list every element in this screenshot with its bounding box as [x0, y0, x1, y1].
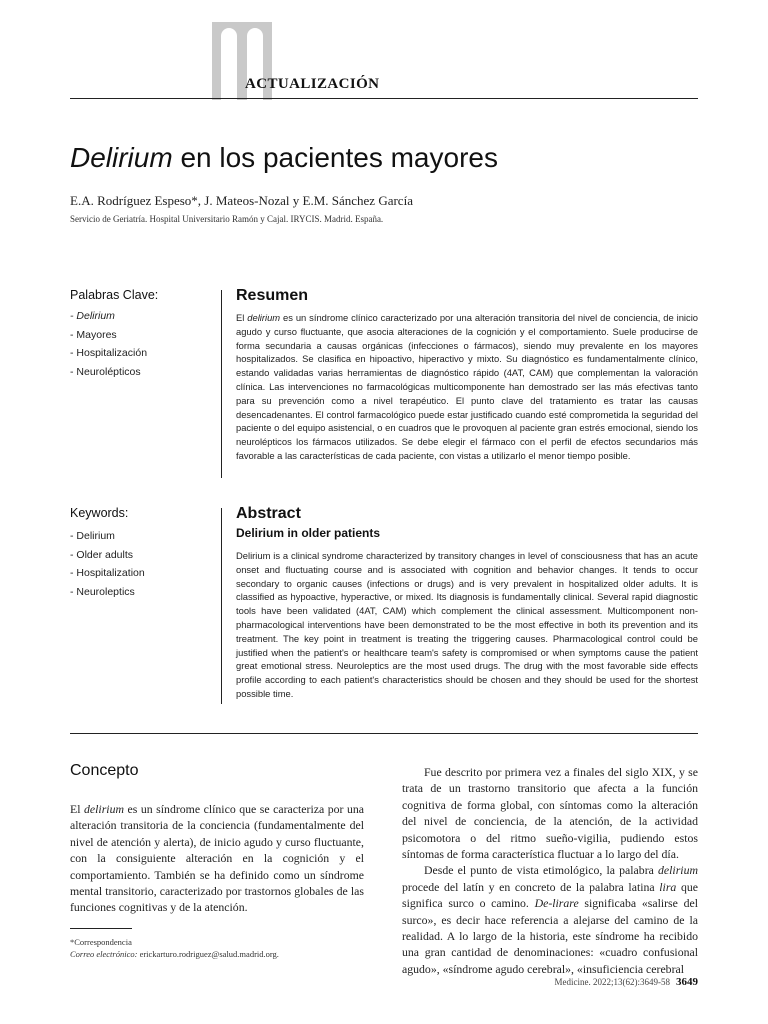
page-footer	[555, 976, 698, 988]
logo-arch	[221, 28, 237, 100]
citation: Medicine. 2022;13(62):3649-58	[554, 977, 670, 987]
list-item: - Hospitalización	[70, 347, 148, 359]
resumen-heading: Resumen	[236, 287, 309, 304]
right-column-body	[402, 764, 698, 977]
text: El	[70, 802, 85, 816]
resumen-body: es un síndrome clínico caracterizado por una alteración transitoria del nivel de conciencia, de inicio agudo y curso fluctuante, que asocia alteraciones de la cognición y el comportamiento. Suele producirse de forma secundaria a causas orgánicas (infecciones o fármacos), siendo muy prevalente en los mayores hospitalizados. Se clasifica en hipoactivo, hiperactivo y mixto. Su diagnóstico es fundamentalmente clínico, estando validadas varias herramientas de diagnóstico rápido (4AT, CAM) que complementan la valoración clínica. Las intervenciones no farmacológicas multicomponente han demostrado ser las más efectivas tanto para su prevención como a nivel terapéutico. El punto clave del tratamiento es tratar las causas desencadenantes. El control farmacológico puede estar justificado cuando esté comprometida la seguridad del paciente o del equipo asistencial, o en cuadros que le provoquen al paciente gran estrés emocional, siendo los neurolépticos los fármacos utilizados. Se debe elegir el fármaco con el perfil de efectos secundarios más favorable a las características de cada paciente, con vistas a utilizarlo el menor tiempo posible.	[236, 312, 698, 461]
paragraph	[70, 801, 364, 916]
paragraph	[402, 862, 698, 977]
keywords-list	[70, 527, 145, 601]
page-number: 3649	[676, 976, 698, 988]
column-divider	[221, 290, 222, 478]
text: que significa surco o camino.	[402, 879, 698, 911]
list-item: - Delirium	[70, 310, 115, 322]
palabras-clave-heading: Palabras Clave:	[70, 288, 159, 302]
resumen-text	[236, 311, 698, 463]
concepto-body	[70, 801, 364, 916]
footnote-correspondence: *Correspondencia	[70, 937, 132, 947]
title-rest: en los pacientes mayores	[172, 142, 498, 173]
abstract-heading: Abstract	[236, 505, 301, 522]
section-divider	[70, 733, 698, 734]
title-italic: Delirium	[70, 142, 173, 173]
affiliation: Servicio de Geriatría. Hospital Universitario Ramón y Cajal. IRYCIS. Madrid. España.	[70, 214, 384, 224]
text: Desde el punto de vista etimológico, la palabra	[424, 863, 659, 878]
list-item: - Delirium	[70, 530, 115, 542]
footnote-email	[70, 949, 279, 959]
text: delirium	[658, 863, 698, 878]
list-item: - Older adults	[70, 548, 134, 561]
list-item: - Neuroleptics	[70, 585, 135, 598]
email-label: Correo electrónico:	[70, 949, 138, 959]
email-value: erickarturo.rodriguez@salud.madrid.org.	[137, 949, 279, 959]
abstract-text: Delirium is a clinical syndrome characterized by transitory changes in level of consciousness that has an acute onset and fluctuating course and is associated with cognition and behavior changes. It tends to occur secondary to organic causes (infections or drugs) and is very prevalent in hospitalized older adults. It is classified as hypoactive, hyperactive, or mixed. Its diagnosis is fundamentally clinical. Several rapid diagnostic tools have been validated (4AT, CAM) which complement the clinical assessment. Multicomponent non-pharmacological interventions have been demonstrated to be the most effective in both its prevention and its treatment. The key point in treatment is treating the triggering causes. Pharmacological control could be justified when the patient's or healthcare team's safety is compromised or when symptoms cause the patient great emotional stress. Neuroleptics are the most used drugs. The drug with the most favorable side effects profile according to each patient's characteristics should be chosen and they should be used for the shortest possible time.	[236, 550, 698, 699]
palabras-clave-list	[70, 307, 147, 381]
list-item: - Mayores	[70, 328, 117, 341]
list-item: - Neurolépticos	[70, 365, 141, 378]
authors: E.A. Rodríguez Espeso*, J. Mateos-Nozal y E.M. Sánchez García	[70, 193, 413, 208]
keywords-heading: Keywords:	[70, 506, 129, 520]
footnote-divider	[70, 928, 132, 929]
text: es un síndrome clínico que se caracteriza por una alteración transitoria de la conciencia (fundamentalmente del nivel de atención y alerta), de inicio agudo y curso fluctuante, con la consiguiente alteración en la cognición y el comportamiento. También se ha definido como un síndrome mental transitorio, caracterizado por trastornos globales de las funciones cognitivas y de la atención.	[70, 802, 365, 915]
text: delirium	[84, 802, 124, 816]
section-label: ACTUALIZACIÓN	[245, 76, 380, 92]
article-title	[70, 142, 498, 174]
abstract-subheading: Delirium in older patients	[236, 526, 381, 540]
concepto-heading: Concepto	[70, 762, 139, 779]
header-divider	[70, 98, 698, 99]
resumen-italic: delirium	[247, 312, 281, 323]
list-item: - Hospitalization	[70, 567, 145, 579]
paragraph: Fue descrito por primera vez a finales del siglo XIX, y se trata de un trastorno transitorio que afecta a la función cognitiva de forma global, con síntomas como la alteración del nivel de conciencia, de la atención, de la actividad psicomotora o del ritmo sueño-vigilia, pudiendo estos síntomas de forma característica fluctuar a lo largo del día.	[402, 765, 698, 862]
text: De-lirare	[534, 896, 579, 911]
text: lira	[659, 879, 677, 894]
text: procede del latín y en concreto de la palabra latina	[402, 879, 660, 894]
column-divider	[221, 508, 222, 704]
text: significaba «salirse del surco», es decir hace referencia a alejarse del camino de la realidad. A lo largo de la historia, este síndrome ha recibido una gran cantidad de denominaciones: «cuadro confusional agudo», «síndrome agudo cerebral», «insuficiencia cerebral	[402, 896, 698, 976]
resumen-lead: El	[236, 312, 248, 323]
